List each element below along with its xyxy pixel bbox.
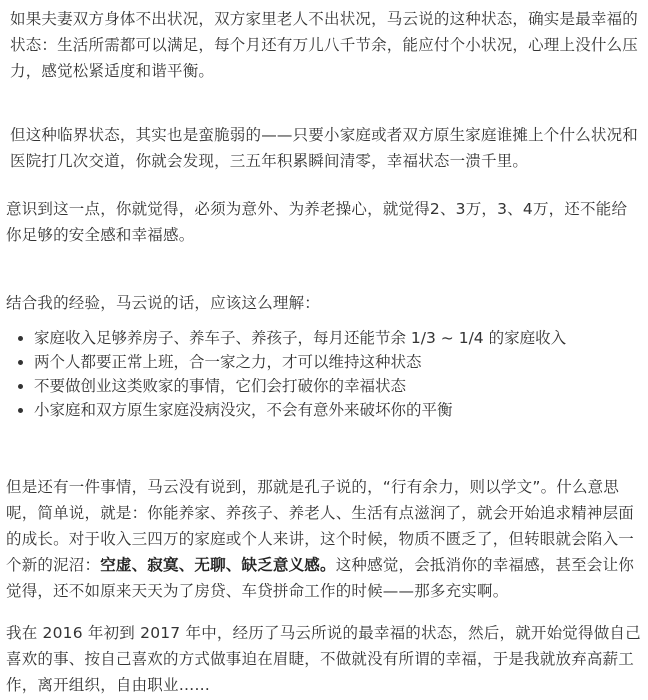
bullet-dot xyxy=(18,408,23,413)
paragraph-4: 结合我的经验，马云说的话，应该这么理解： xyxy=(6,294,321,312)
paragraph-1: 如果夫妻双方身体不出状况，双方家里老人不出状况，马云说的这种状态，确实是最幸福的状态：生活所需都可以满足，每个月还有万儿八千节余，能应付个小状况，心理上没什么压力，感觉松紧适度和谐平衡。 xyxy=(10,10,639,80)
paragraph-5-emphasis: 空虚、寂寞、无聊、缺乏意义感。 xyxy=(100,556,336,574)
list-item xyxy=(0,374,648,398)
bullet-list xyxy=(0,326,648,422)
list-item xyxy=(0,350,648,374)
list-item-text: 两个人都要正常上班，合一家之力，才可以维持这种状态 xyxy=(34,353,422,371)
paragraph-6: 我在 2016 年初到 2017 年中，经历了马云所说的最幸福的状态，然后，就开始觉得做自己喜欢的事、按自己喜欢的方式做事迫在眉睫，不做就没有所谓的幸福，于是我就放弃高薪工作，离开组织，自由职业…… xyxy=(6,624,641,694)
paragraph-5-text: 但是还有一件事情，马云没有说到，那就是孔子说的，“行有余力，则以学文”。什么意思呢，简单说，就是：你能养家、养孩子、养老人、生活有点滋润了，就会开始追求精神层面的成长。对于收入三四万的家庭或个人来讲，这个时候，物质不匮乏了，但转眼就会陷入一个新的泥沼： xyxy=(6,478,635,574)
list-item-text: 家庭收入足够养房子、养车子、养孩子，每月还能节余 1/3 ~ 1/4 的家庭收入 xyxy=(34,329,567,347)
list-item xyxy=(0,326,648,350)
bullet-dot xyxy=(18,360,23,365)
bullet-dot xyxy=(18,384,23,389)
paragraph-5-tail: 这种感觉，会抵消你的幸福感，甚至会让你觉得，还不如原来天天为了房贷、车贷拼命工作的时候——那多充实啊。 xyxy=(6,556,635,600)
list-item-text: 小家庭和双方原生家庭没病没灾，不会有意外来破坏你的平衡 xyxy=(34,401,453,419)
list-item-text: 不要做创业这类败家的事情，它们会打破你的幸福状态 xyxy=(34,377,407,395)
bullet-dot xyxy=(18,336,23,341)
list-item xyxy=(0,398,648,422)
paragraph-5 xyxy=(6,474,642,604)
paragraph-3: 意识到这一点，你就觉得，必须为意外、为养老操心，就觉得2、3万，3、4万，还不能给你足够的安全感和幸福感。 xyxy=(6,200,628,244)
paragraph-2: 但这种临界状态，其实也是蛮脆弱的——只要小家庭或者双方原生家庭谁摊上个什么状况和医院打几次交道，你就会发现，三五年积累瞬间清零，幸福状态一溃千里。 xyxy=(10,126,639,170)
